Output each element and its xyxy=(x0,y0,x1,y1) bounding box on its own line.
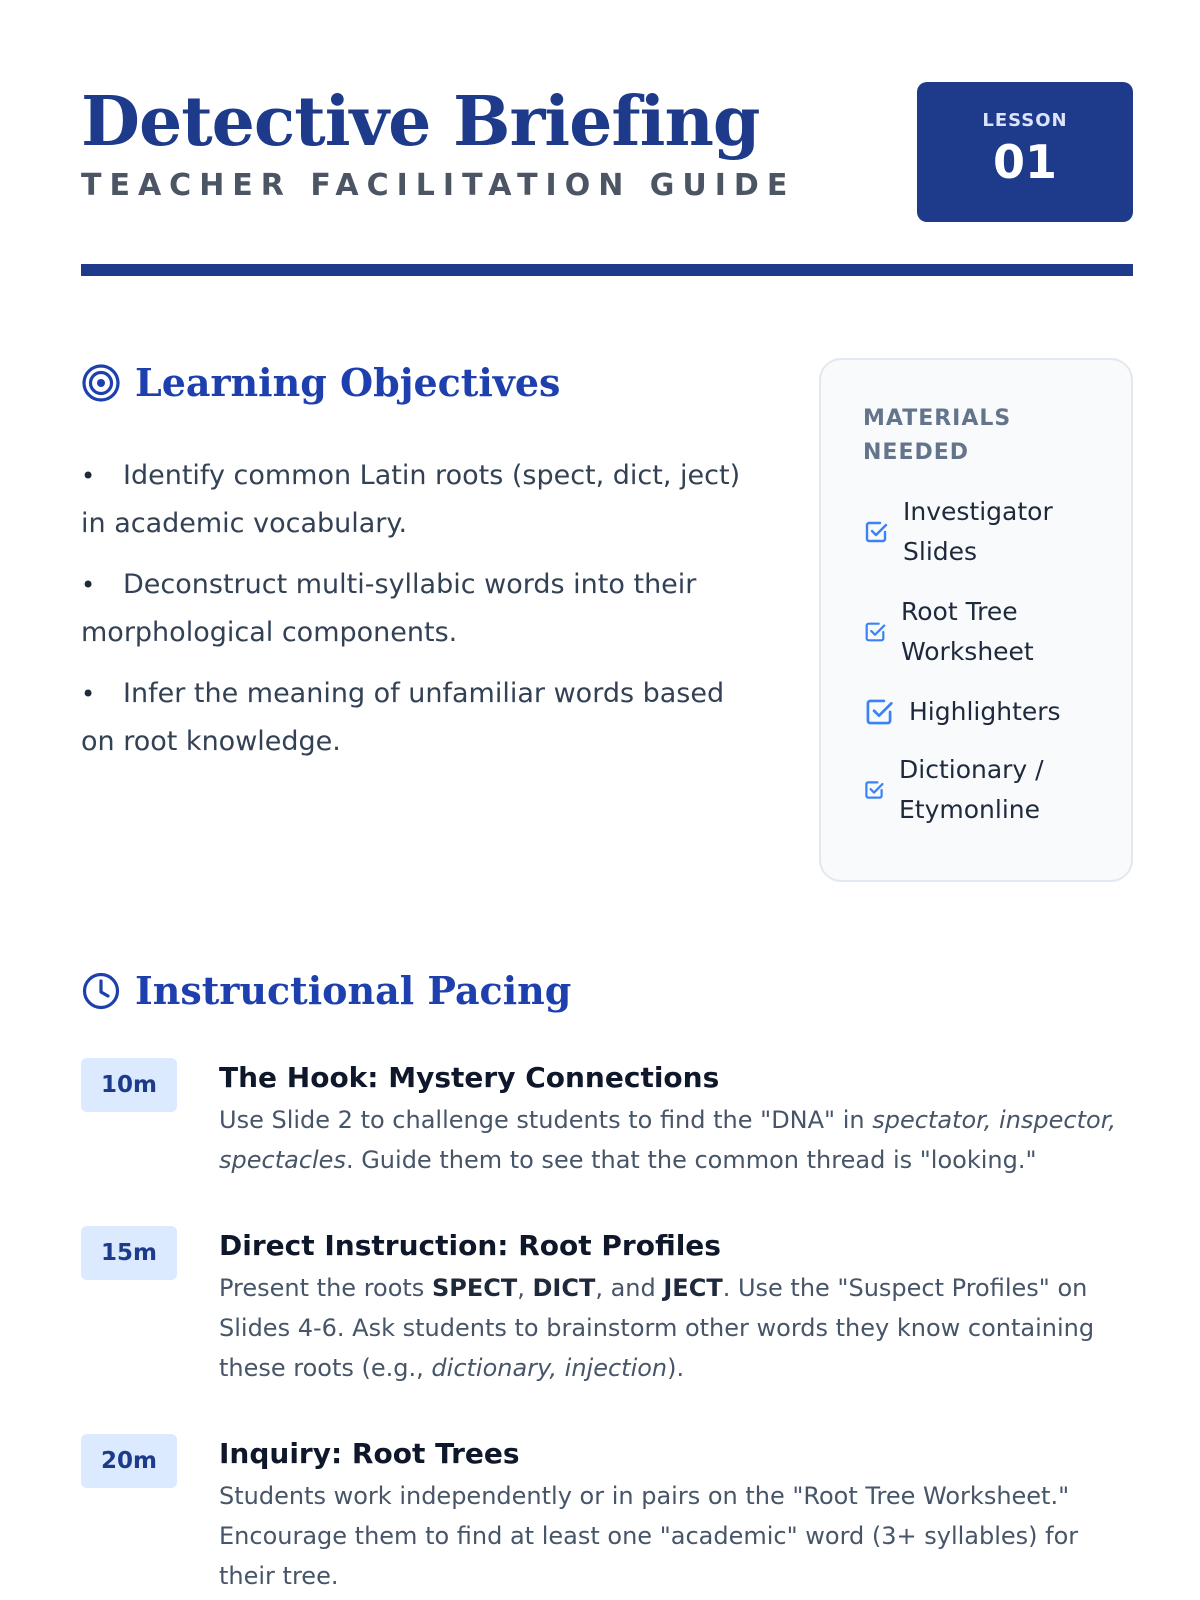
description-run: . Use the "Suspect Profiles" on Slides 4-6. Ask students to brainstorm other words they know containing these roots (e.g., xyxy=(219,1274,1095,1382)
pacing-title: Direct Instruction: Root Profiles xyxy=(219,1229,721,1262)
objectives-heading-text: Learning Objectives xyxy=(135,360,561,405)
lesson-label: LESSON xyxy=(982,110,1068,131)
objective-item xyxy=(81,561,741,656)
objective-item xyxy=(81,452,741,547)
material-label: Highlighters xyxy=(909,697,1061,726)
objectives-list xyxy=(81,452,741,779)
pacing-heading xyxy=(81,968,571,1013)
description-run: ). xyxy=(667,1354,685,1382)
objective-item xyxy=(81,670,741,765)
target-icon xyxy=(81,363,121,403)
description-run: Use Slide 2 to challenge students to find the "DNA" in xyxy=(219,1106,873,1134)
pacing-body xyxy=(219,1434,1133,1596)
description-run: DICT xyxy=(532,1274,596,1302)
objective-text: Identify common Latin roots (spect, dict, ject) in academic vocabulary. xyxy=(81,460,741,539)
description-run: , xyxy=(517,1274,533,1302)
page-header xyxy=(81,80,1133,276)
bullet-icon: • xyxy=(81,571,96,599)
pacing-body xyxy=(219,1226,1133,1388)
time-badge: 10m xyxy=(81,1058,177,1112)
objective-text: Deconstruct multi-syllabic words into their morphological components. xyxy=(81,569,697,648)
material-label: Root Tree Worksheet xyxy=(901,597,1034,666)
pacing-title: Inquiry: Root Trees xyxy=(219,1437,520,1470)
material-item xyxy=(863,750,1113,830)
bullet-icon: • xyxy=(81,680,96,708)
material-label: Dictionary / Etymonline xyxy=(899,755,1044,824)
pacing-description xyxy=(219,1100,1133,1180)
materials-card xyxy=(819,358,1133,882)
pacing-heading-text: Instructional Pacing xyxy=(135,968,572,1013)
pacing-body xyxy=(219,1058,1133,1180)
checkbox-icon xyxy=(863,779,885,801)
checkbox-icon xyxy=(863,620,887,644)
description-run: Present the roots xyxy=(219,1274,432,1302)
page-subtitle: TEACHER FACILITATION GUIDE xyxy=(81,168,796,203)
lesson-badge xyxy=(917,82,1133,222)
material-item xyxy=(863,592,1113,672)
bullet-icon: • xyxy=(81,462,96,490)
description-run: dictionary, injection xyxy=(431,1354,668,1382)
material-label: Investigator Slides xyxy=(903,497,1053,566)
clock-icon xyxy=(81,971,121,1011)
objective-text: Infer the meaning of unfamiliar words based on root knowledge. xyxy=(81,678,725,757)
material-item xyxy=(863,492,1113,572)
checkbox-icon xyxy=(863,696,895,728)
time-badge: 15m xyxy=(81,1226,177,1280)
pacing-description xyxy=(219,1268,1133,1388)
description-run: SPECT xyxy=(431,1274,518,1302)
checkbox-icon xyxy=(863,519,889,545)
lesson-number: 01 xyxy=(992,135,1057,189)
header-divider xyxy=(81,264,1133,276)
description-run: spectator, inspector, spectacles xyxy=(219,1106,1117,1174)
materials-title: MATERIALS NEEDED xyxy=(863,406,1012,465)
description-run: . Guide them to see that the common thread is "looking." xyxy=(345,1146,1037,1174)
time-badge: 20m xyxy=(81,1434,177,1488)
pacing-title: The Hook: Mystery Connections xyxy=(219,1061,720,1094)
description-run: , and xyxy=(595,1274,664,1302)
pacing-description xyxy=(219,1476,1133,1596)
description-run: JECT xyxy=(663,1274,723,1302)
material-item xyxy=(863,692,1113,732)
page-title: Detective Briefing xyxy=(81,82,760,162)
description-run: Students work independently or in pairs on the "Root Tree Worksheet." Encourage them to find at least one "academic" word (3+ syllables) for their tree. xyxy=(219,1482,1079,1590)
objectives-heading xyxy=(81,360,560,405)
